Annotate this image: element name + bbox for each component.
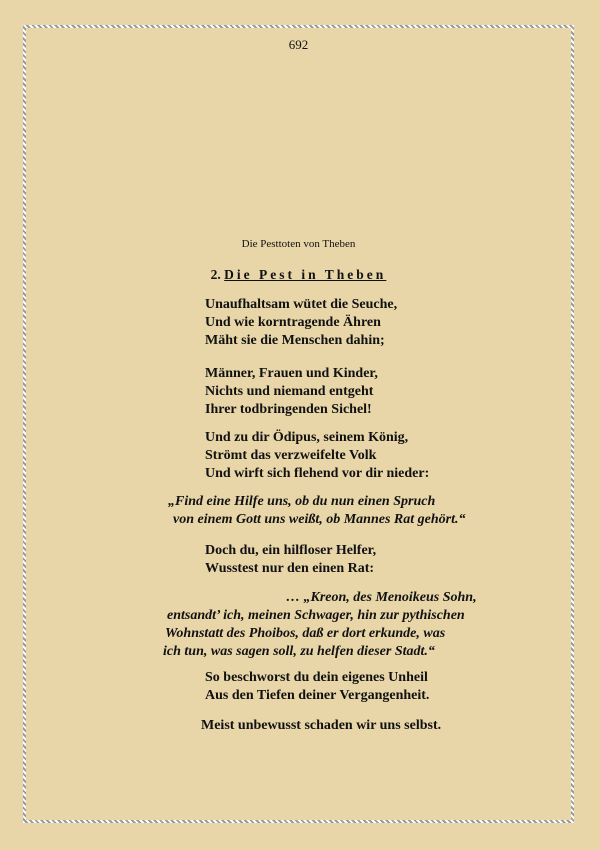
poem-line: So beschworst du dein eigenes Unheil [205,670,428,685]
poem-line: Mäht sie die Menschen dahin; [205,333,385,348]
page-number: 692 [288,37,309,52]
poem-line: Doch du, ein hilfloser Helfer, [205,543,377,558]
kreon-quote [163,589,477,661]
poem-line: Und wie korntragende Ähren [205,315,381,330]
chapter-number: 2. [210,267,221,282]
poem-line: Männer, Frauen und Kinder, [205,366,378,381]
closing-line [201,717,441,735]
page-frame [23,25,574,823]
oracle-quote [168,493,465,529]
poem-line: Und wirft sich flehend vor dir nieder: [205,466,430,481]
chapter-title: Die Pest in Theben [224,267,387,282]
poem-line: entsandt’ ich, meinen Schwager, hin zur pythischen [167,608,465,623]
poem-line: … „Kreon, des Menoikeus Sohn, [286,590,477,605]
stanza-1 [205,296,397,350]
poem-line: Unaufhaltsam wütet die Seuche, [205,297,398,312]
stanza-3 [205,429,429,483]
poem-line: Strömt das verzweifelte Volk [205,448,377,463]
poem-line: Aus den Tiefen deiner Vergangenheit. [205,688,430,703]
poem-line: ich tun, was sagen soll, zu helfen dieser Stadt.“ [163,644,435,659]
chapter-heading [26,267,571,283]
poem-line: Nichts und niemand entgeht [205,384,374,399]
poem-line: von einem Gott uns weißt, ob Mannes Rat gehört.“ [173,512,466,527]
stanza-5 [205,669,429,705]
poem-line: „Find eine Hilfe uns, ob du nun einen Spruch [168,494,436,509]
poem-line: Ihrer todbringenden Sichel! [205,402,372,417]
stanza-4 [205,542,376,578]
stanza-2 [205,365,378,419]
poem-line: Und zu dir Ödipus, seinem König, [205,430,409,445]
poem-line: Wusstest nur den einen Rat: [205,561,375,576]
poem-line: Meist unbewusst schaden wir uns selbst. [201,718,442,733]
running-title: Die Pesttoten von Theben [241,238,356,250]
poem-line: Wohnstatt des Phoibos, daß er dort erkunde, was [165,626,446,641]
